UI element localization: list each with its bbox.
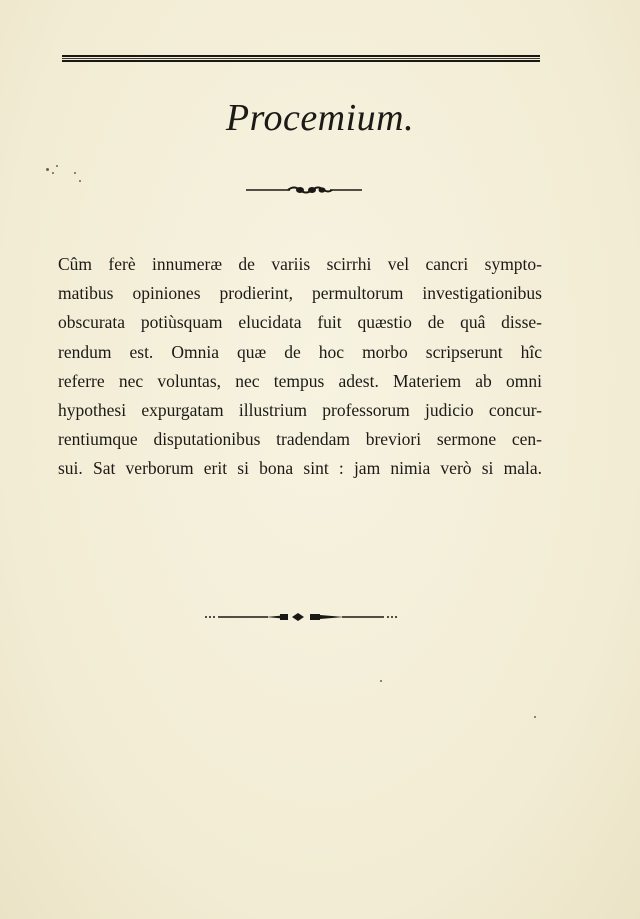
page-title: Procemium. (225, 97, 415, 139)
text-line: Cûm ferè innumeræ de variis scirrhi vel cancri sympto- (58, 254, 542, 274)
text-line: obscurata potiùsquam elucidata fuit quæstio de quâ disse- (58, 312, 542, 333)
text-line: sui. Sat verborum erit si bona sint : jam nimia verò si mala. (58, 458, 542, 479)
text-line: matibus opiniones prodierint, permultorum investigationibus (58, 283, 542, 304)
proemium-paragraph (58, 250, 542, 484)
title-flourish (0, 183, 640, 197)
text-line: rendum est. Omnia quæ de hoc morbo scripserunt hîc (58, 341, 542, 362)
text-line: hypothesi expurgatam illustrium professorum judicio concur- (58, 400, 542, 421)
end-flourish (0, 610, 640, 624)
top-double-rule (62, 55, 540, 62)
text-line: referre nec voluntas, nec tempus adest. Materiem ab omni (58, 370, 542, 391)
text-line: rentiumque disputationibus tradendam breviori sermone cen- (58, 429, 542, 450)
